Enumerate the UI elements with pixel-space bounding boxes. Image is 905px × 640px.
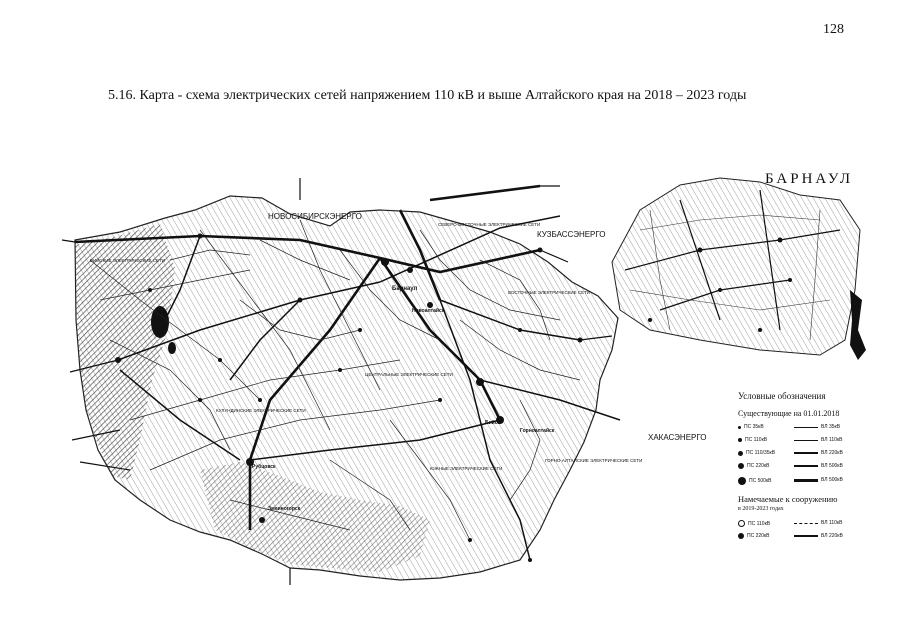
legend-row bbox=[738, 477, 771, 485]
legend-row bbox=[738, 424, 764, 430]
city-label-novoaltaisk: Новоалтайск bbox=[412, 308, 445, 314]
region-label-khakass: ХАКАСЭНЕРГО bbox=[648, 433, 707, 442]
network-label-biysk: БИЙСКИЕ ЭЛЕКТРИЧЕСКИЕ СЕТИ bbox=[90, 258, 166, 263]
network-label-gorno-altai: ГОРНО-АЛТАЙСКИЕ ЭЛЕКТРИЧЕСКИЕ СЕТИ bbox=[545, 458, 643, 463]
legend-substation-label: ПС 110кВ bbox=[748, 520, 771, 527]
legend-row bbox=[794, 450, 843, 456]
legend-planned-period: в 2019-2023 годах bbox=[738, 506, 784, 512]
region-label-kuzbass: КУЗБАССЭНЕРГО bbox=[537, 230, 606, 239]
legend-substation-label: ПС 110кВ bbox=[745, 437, 768, 443]
legend-row bbox=[738, 520, 770, 527]
inset-title-barnaul: БАРНАУЛ bbox=[765, 171, 854, 187]
barnaul-inset bbox=[612, 178, 866, 360]
city-label-biysk: Бийск bbox=[485, 420, 501, 426]
region-label-novosibirsk: НОВОСИБИРСКЭНЕРГО bbox=[268, 212, 362, 221]
substation-symbol-icon bbox=[738, 426, 741, 429]
substation-symbol-icon bbox=[738, 451, 743, 456]
legend-line-label: ВЛ 500кВ bbox=[821, 463, 843, 469]
legend-row bbox=[794, 437, 842, 443]
substation-symbol-icon bbox=[738, 463, 744, 469]
network-label-northeast: СЕВЕРО-ВОСТОЧНЫЕ ЭЛЕКТРИЧЕСКИЕ СЕТИ bbox=[438, 222, 541, 227]
legend-row bbox=[738, 463, 769, 469]
planned-line-symbol-icon bbox=[794, 523, 818, 524]
lake bbox=[151, 306, 169, 338]
legend-substation-label: ПС 110/35кВ bbox=[746, 450, 776, 456]
legend-substation-label: ПС 220кВ bbox=[747, 533, 770, 539]
page-title: 5.16. Карта - схема электрических сетей напряжением 110 кВ и выше Алтайского края на 2018 – 2023 годы bbox=[108, 88, 747, 103]
page-number: 128 bbox=[823, 22, 844, 37]
legend-line-label: ВЛ 110кВ bbox=[821, 520, 843, 526]
city-label-zmeinogorsk: Змеиногорск bbox=[268, 506, 301, 512]
lake bbox=[168, 342, 176, 354]
network-label-central: ЦЕНТРАЛЬНЫЕ ЭЛЕКТРИЧЕСКИЕ СЕТИ bbox=[365, 372, 453, 377]
legend-row bbox=[794, 424, 840, 430]
legend-substation-label: ПС 35кВ bbox=[744, 424, 764, 430]
legend-line-label: ВЛ 220кВ bbox=[821, 450, 843, 456]
legend-planned-heading: Намечаемые к сооружению bbox=[738, 494, 838, 504]
city-label-barnaul: Барнаул bbox=[392, 286, 418, 292]
line-symbol-icon bbox=[794, 452, 818, 454]
legend-row bbox=[794, 520, 842, 526]
planned-substation-symbol-icon bbox=[738, 520, 745, 527]
legend-line-label: ВЛ 500кВ bbox=[821, 477, 843, 483]
legend-title: Условные обозначения bbox=[738, 391, 826, 401]
line-symbol-icon bbox=[794, 465, 818, 467]
network-label-east: ВОСТОЧНЫЕ ЭЛЕКТРИЧЕСКИЕ СЕТИ bbox=[508, 290, 591, 295]
legend-line-label: ВЛ 110кВ bbox=[821, 437, 843, 443]
legend-row bbox=[794, 533, 843, 539]
line-symbol-icon bbox=[794, 440, 818, 441]
legend-row bbox=[738, 450, 775, 456]
planned-line-symbol-icon bbox=[794, 535, 818, 537]
legend-substation-label: ПС 220кВ bbox=[747, 463, 770, 469]
network-label-south: ЮЖНЫЕ ЭЛЕКТРИЧЕСКИЕ СЕТИ bbox=[430, 466, 503, 471]
legend-row bbox=[794, 477, 843, 483]
substation-symbol-icon bbox=[738, 477, 746, 485]
legend-row bbox=[738, 533, 769, 539]
legend-line-label: ВЛ 220кВ bbox=[821, 533, 843, 539]
legend-existing-heading: Существующие на 01.01.2018 bbox=[738, 409, 840, 418]
network-label-southwest: КУЛУНДИНСКИЕ ЭЛЕКТРИЧЕСКИЕ СЕТИ bbox=[216, 408, 306, 413]
city-label-gorno-altaysk: Горноалтайск bbox=[520, 428, 555, 434]
line-symbol-icon bbox=[794, 479, 818, 482]
legend-row bbox=[738, 437, 767, 443]
legend-line-label: ВЛ 35кВ bbox=[821, 424, 841, 430]
substation-symbol-icon bbox=[738, 438, 742, 442]
city-label-rubtsovsk: Рубцовск bbox=[252, 464, 276, 470]
legend-row bbox=[794, 463, 843, 469]
legend-substation-label: ПС 500кВ bbox=[749, 478, 772, 484]
planned-substation-symbol-icon bbox=[738, 533, 744, 539]
line-symbol-icon bbox=[794, 427, 818, 428]
